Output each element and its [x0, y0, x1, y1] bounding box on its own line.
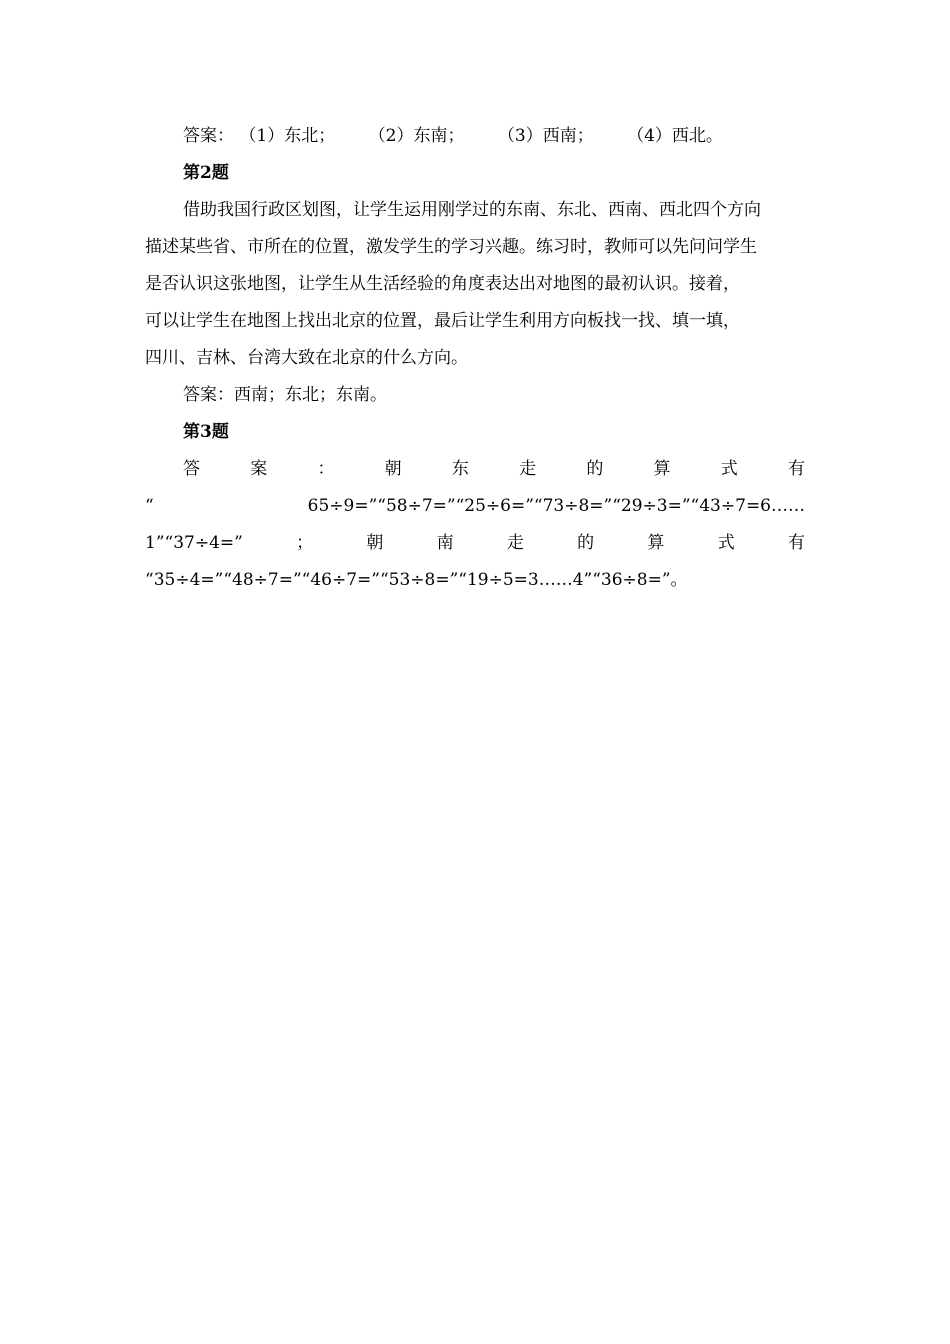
- q3-title: 第3题: [183, 422, 229, 442]
- q3-line-2: [145, 488, 805, 525]
- q2-paragraph-line-2: 描述某些省、市所在的位置，激发学生的学习兴趣。练习时，教师可以先问问学生: [145, 237, 757, 257]
- q3-line1-char: 走: [519, 459, 537, 479]
- q3-line2-part: “: [145, 496, 154, 516]
- q3-line3-part: 朝: [366, 533, 384, 553]
- q1-answer-line: [145, 118, 805, 155]
- q3-line1-char: 式: [720, 459, 738, 479]
- q1-answer-item-2: （2）东南；: [368, 126, 465, 146]
- q2-title: 第2题: [183, 163, 229, 183]
- q2-answer: 答案：西南；东北；东南。: [183, 385, 387, 405]
- q3-line3-part: 有: [787, 533, 805, 553]
- q3-line1-char: 案: [250, 459, 268, 479]
- q3-line-1: [145, 451, 805, 488]
- q3-line1-char: 的: [586, 459, 604, 479]
- q1-answer-item-3: （3）西南；: [497, 126, 594, 146]
- q3-line1-char: 算: [653, 459, 671, 479]
- q3-line-3: [145, 525, 805, 562]
- q1-answer-item-4: （4）西北。: [627, 126, 723, 146]
- q3-line1-char: ：: [317, 459, 335, 479]
- q3-line2-part: 65÷9=”“58÷7=”“25÷6=”“73÷8=”“29÷3=”“43÷7=6……: [307, 496, 805, 516]
- q1-answer-item-1: （1）东北；: [239, 126, 336, 146]
- q3-line1-char: 答: [183, 459, 200, 479]
- q2-paragraph-line-1: 借助我国行政区划图，让学生运用刚学过的东南、东北、西南、西北四个方向: [183, 200, 761, 220]
- q1-answer-label: 答案：: [183, 126, 234, 146]
- q3-line1-char: 朝: [384, 459, 402, 479]
- q2-paragraph-line-4: 可以让学生在地图上找出北京的位置，最后让学生利用方向板找一找、填一填，: [145, 311, 740, 331]
- q3-line1-char: 东: [451, 459, 469, 479]
- q3-line3-part: 南: [436, 533, 454, 553]
- q3-line1-char: 有: [787, 459, 805, 479]
- q3-line3-part: 算: [647, 533, 665, 553]
- q2-paragraph-line-5: 四川、吉林、台湾大致在北京的什么方向。: [145, 348, 468, 368]
- q3-line3-part: ；: [296, 533, 314, 553]
- q3-line-4: “35÷4=”“48÷7=”“46÷7=”“53÷8=”“19÷5=3……4”“36÷8=”。: [145, 570, 688, 590]
- q3-line3-part: 式: [717, 533, 735, 553]
- q3-line3-part: 走: [506, 533, 524, 553]
- q2-paragraph-line-3: 是否认识这张地图，让学生从生活经验的角度表达出对地图的最初认识。接着，: [145, 274, 740, 294]
- q3-line3-part: 1”“37÷4=”: [145, 533, 243, 553]
- q3-line3-part: 的: [577, 533, 595, 553]
- document-page: [145, 118, 805, 599]
